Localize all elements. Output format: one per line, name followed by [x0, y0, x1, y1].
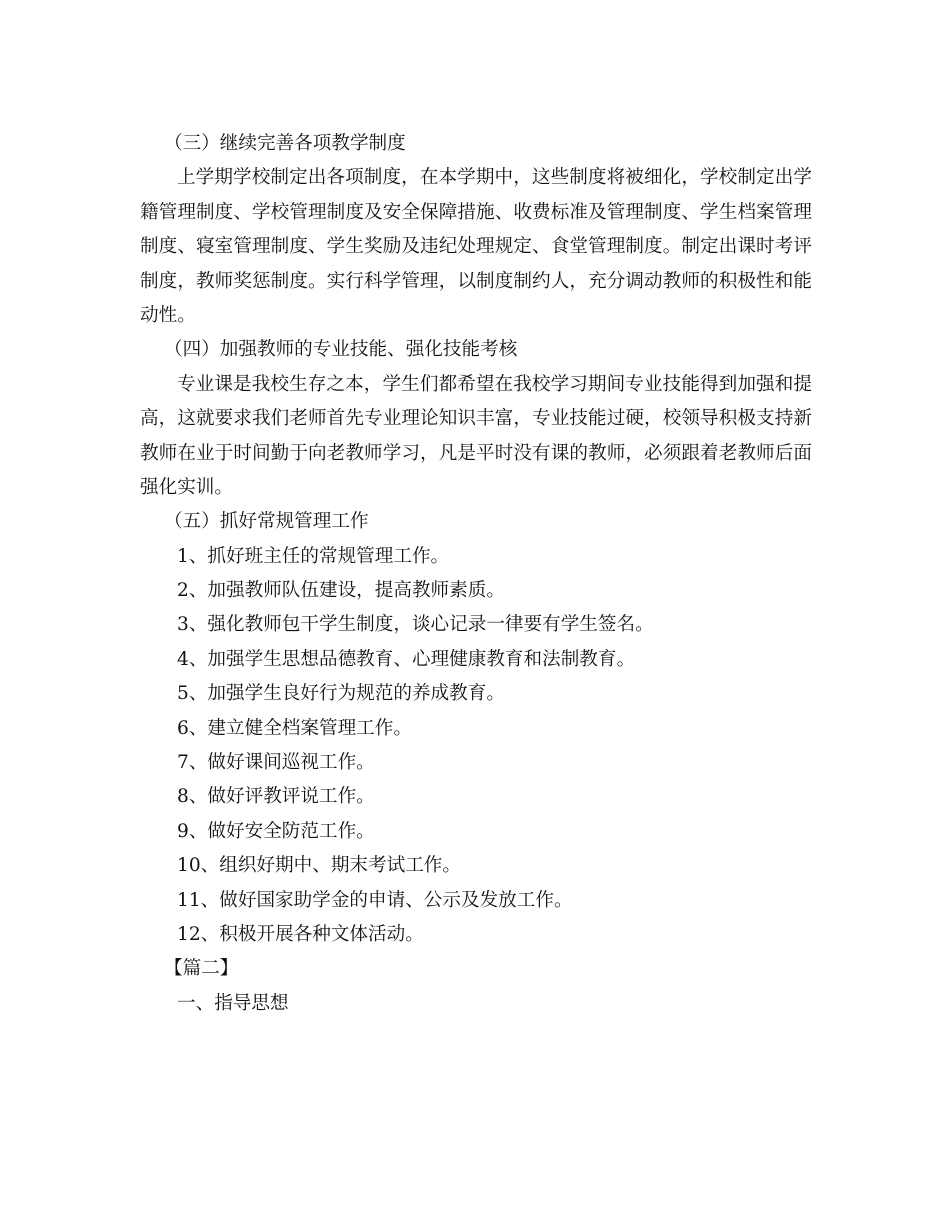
- section-3-paragraph-line: 上学期学校制定出各项制度，在本学期中，这些制度将被细化，学校制定出学: [177, 167, 812, 189]
- list-item: 8、做好评教评说工作。: [177, 786, 375, 808]
- list-item: 1、抓好班主任的常规管理工作。: [177, 545, 450, 567]
- list-item: 7、做好课间巡视工作。: [177, 752, 375, 774]
- section-3-paragraph-line: 动性。: [140, 304, 196, 326]
- section-4-paragraph-line: 高，这就要求我们老师首先专业理论知识丰富，专业技能过硬，校领导积极支持新: [140, 408, 812, 430]
- section-4-paragraph-line: 教师在业于时间勤于向老教师学习，凡是平时没有课的教师，必须跟着老教师后面: [140, 442, 812, 464]
- list-item: 2、加强教师队伍建设，提高教师素质。: [177, 580, 505, 602]
- section-3-heading: （三）继续完善各项教学制度: [164, 133, 406, 154]
- list-item: 5、加强学生良好行为规范的养成教育。: [177, 683, 505, 705]
- section-4-paragraph-line: 专业课是我校生存之本，学生们都希望在我校学习期间专业技能得到加强和提: [177, 373, 812, 395]
- list-item: 4、加强学生思想品德教育、心理健康教育和法制教育。: [177, 648, 636, 670]
- section-5-heading: （五）抓好常规管理工作: [164, 511, 369, 533]
- section-4-heading: （四）加强教师的专业技能、强化技能考核: [164, 339, 518, 361]
- list-item: 12、积极开展各种文体活动。: [177, 923, 424, 945]
- section-3-paragraph-line: 制度、寝室管理制度、学生奖励及违纪处理规定、食堂管理制度。制定出课时考评: [140, 236, 812, 258]
- part-2-heading: 【篇二】: [164, 958, 239, 980]
- list-item: 6、建立健全档案管理工作。: [177, 717, 412, 739]
- list-item: 10、组织好期中、期末考试工作。: [177, 855, 461, 877]
- section-3-paragraph-line: 制度，教师奖惩制度。实行科学管理，以制度制约人，充分调动教师的积极性和能: [140, 270, 812, 292]
- list-item: 11、做好国家助学金的申请、公示及发放工作。: [177, 889, 573, 911]
- section-3-paragraph-line: 籍管理制度、学校管理制度及安全保障措施、收费标准及管理制度、学生档案管理: [140, 201, 812, 223]
- list-item: 9、做好安全防范工作。: [177, 820, 375, 842]
- part-2-subheading: 一、指导思想: [177, 992, 289, 1014]
- section-4-paragraph-line: 强化实训。: [140, 476, 233, 498]
- document-body: [140, 127, 812, 1021]
- list-item: 3、强化教师包干学生制度，谈心记录一律要有学生签名。: [177, 614, 654, 636]
